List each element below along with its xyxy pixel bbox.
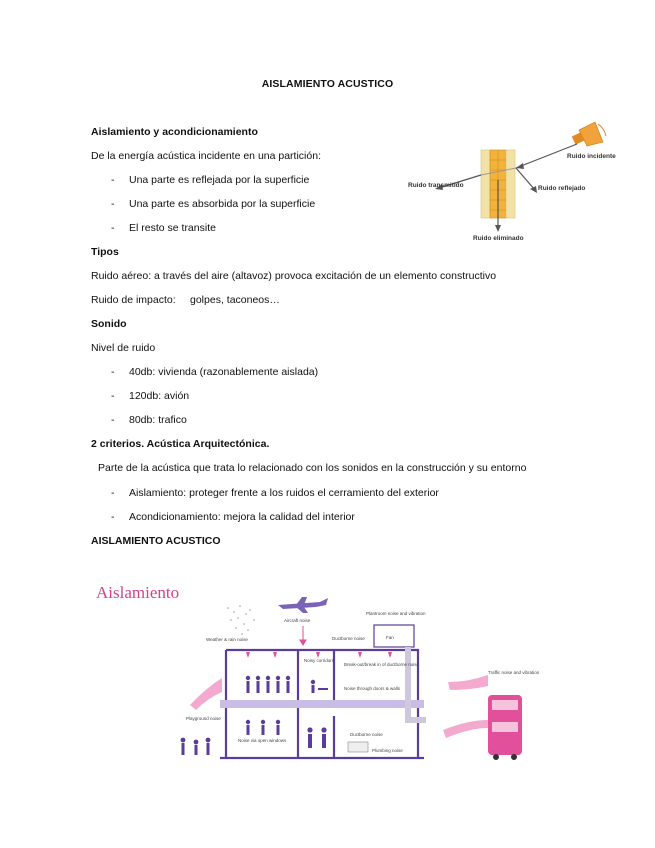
label-eliminated: Ruido eliminado xyxy=(473,235,524,242)
label-transmitted: Ruido transmitido xyxy=(408,182,464,189)
bus-icon xyxy=(488,695,522,760)
intro-text: De la energía acústica incidente en una partición: xyxy=(91,150,321,162)
building-noise-diagram xyxy=(88,570,568,770)
bullet-item: El resto se transite xyxy=(129,222,216,234)
section-heading-aislamiento-acustico: AISLAMIENTO ACUSTICO xyxy=(91,535,221,547)
section-heading-aislamiento: Aislamiento y acondicionamiento xyxy=(91,126,258,138)
bullet-dash: - xyxy=(111,198,115,210)
page-title: AISLAMIENTO ACUSTICO xyxy=(261,78,394,90)
ruido-aereo-text: Ruido aéreo: a través del aire (altavoz) provoca excitación de un elemento constructivo xyxy=(91,270,497,282)
ruido-impacto-value: golpes, taconeos… xyxy=(190,294,280,306)
bullet-item: 120db: avión xyxy=(129,390,190,402)
bullet-dash: - xyxy=(111,511,115,523)
bullet-dash: - xyxy=(111,222,115,234)
nivel-text: Nivel de ruido xyxy=(91,342,156,354)
label-incident: Ruido incidente xyxy=(567,153,616,160)
section-heading-criterios: 2 criterios. Acústica Arquitectónica. xyxy=(91,438,270,450)
label-playground: Playground noise xyxy=(186,716,221,721)
bullet-item: Aislamiento: proteger frente a los ruidos el cerramiento del exterior xyxy=(129,487,439,499)
figure-title: Aislamiento xyxy=(96,583,180,602)
section-heading-tipos: Tipos xyxy=(91,246,119,258)
ruido-impacto-label: Ruido de impacto: xyxy=(91,294,176,306)
bullet-item: 40db: vivienda (razonablemente aislada) xyxy=(129,366,319,378)
bullet-item: Acondicionamiento: mejora la calidad del interior xyxy=(129,511,355,523)
bullet-dash: - xyxy=(111,487,115,499)
bullet-item: 80db: trafico xyxy=(129,414,187,426)
label-fan: Fan xyxy=(386,635,394,640)
section-heading-sonido: Sonido xyxy=(91,318,127,330)
label-traffic: Traffic noise and vibration xyxy=(488,670,540,675)
criterios-text: Parte de la acústica que trata lo relacionado con los sonidos en la construcción y su entorno xyxy=(98,462,527,474)
bullet-item: Una parte es absorbida por la superficie xyxy=(129,198,316,210)
bullet-dash: - xyxy=(111,390,115,402)
partition-diagram xyxy=(395,120,638,250)
label-open-windows: Noise via open windows xyxy=(238,738,287,743)
bullet-dash: - xyxy=(111,414,115,426)
label-ductborne-top: Ductborne noise xyxy=(332,636,365,641)
bullet-dash: - xyxy=(111,174,115,186)
label-reflected: Ruido reflejado xyxy=(538,185,586,192)
label-plantroom: Plantroom noise and vibration xyxy=(366,611,426,616)
label-weather: Weather & rain noise xyxy=(206,637,248,642)
bullet-item: Una parte es reflejada por la superficie xyxy=(129,174,310,186)
label-plumbing: Plumbing noise xyxy=(372,748,403,753)
label-noisy-corridors: Noisy corridors xyxy=(304,658,335,663)
bullet-dash: - xyxy=(111,366,115,378)
label-through-doors: Noise through doors & walls xyxy=(344,686,401,691)
label-breakout: Break-out/break in of ductborne noise xyxy=(344,662,420,667)
label-aircraft: Aircraft noise xyxy=(284,618,311,623)
label-ductborne-bottom: Ductborne noise xyxy=(350,732,383,737)
